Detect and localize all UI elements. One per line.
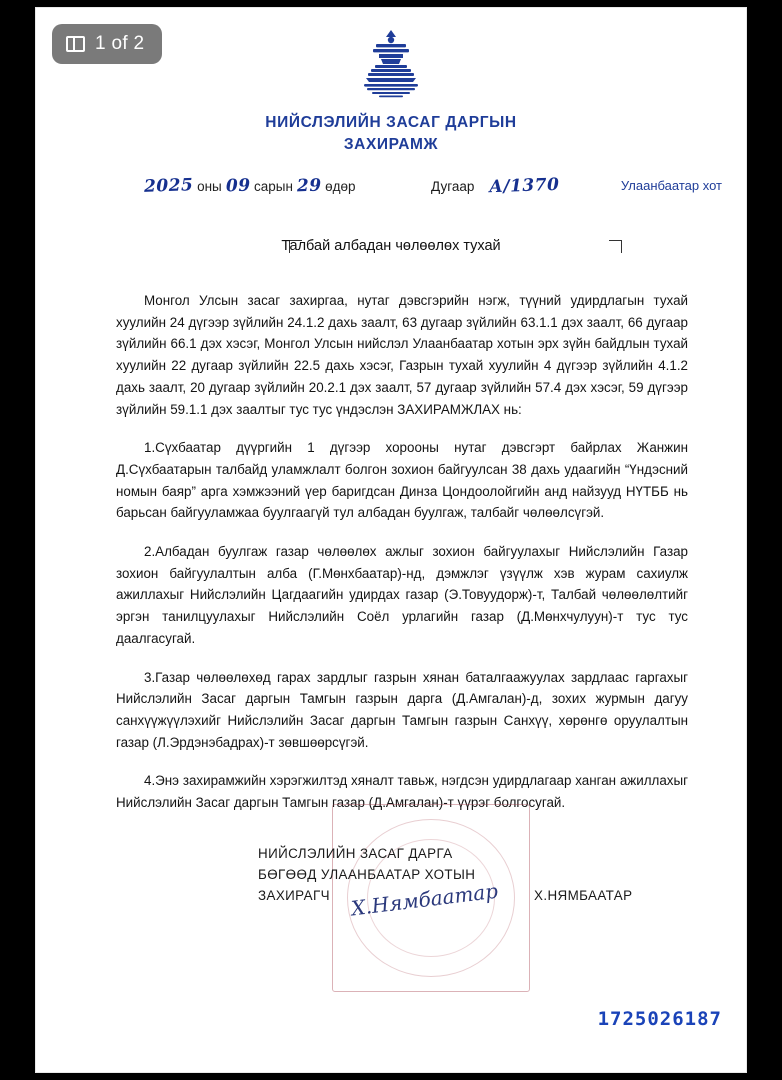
date-month-label: сарын [253,179,293,194]
decree-document [36,8,746,1072]
title-line-2: ЗАХИРАМЖ [343,136,439,154]
document-date [144,176,356,196]
document-city: Улаанбаатар хот [620,178,722,193]
page-indicator[interactable] [52,24,162,64]
paragraph-4: 4.Энэ захирамжийн хэрэгжилтэд хяналт тавьж, нэгдсэн удирдлагаар ханган ажиллахыг Нийслэлийн Засаг даргын Тамгын газар (Д.Амгалан)-т үүрэг болгосугай. [116,773,688,811]
date-year-value: 2025 [143,175,194,197]
number-label: Дугаар [431,179,475,194]
handwritten-signature: Х.Нямбаатар [349,878,500,921]
date-day-label: өдөр [325,179,356,194]
paragraph-3: 3.Газар чөлөөлөхөд гарах зардлыг газрын хянан баталгаажуулах зардлаас гаргахыг Нийслэлийн Засаг даргын Тамгын газрын дарга (Д.Амгалан)-д, зохих журмын дагуу санхүүжүүлэхийг Нийслэлийн Засаг даргын Тамгын газрын Санхүү, хөрөнгө оруулалтын газар (Л.Эрдэнэбадрах)-т зөвшөөрсүгэй. [116,669,688,750]
document-page [36,8,746,1072]
signature-title-line-3: ЗАХИРАГЧ [258,887,330,903]
document-footer-number: 1725026187 [597,1008,722,1030]
paragraph-1: 1.Сүхбаатар дүүргийн 1 дүгээр хорооны нутаг дэвсгэрт байрлах Жанжин Д.Сүхбаатарын талбайд уламжлалт болгон зохион байгуулсан 38 дахь удаагийн “Үндэсний номын баяр” арга хэмжээний үер баригдсан Динза Цондоолойгийн анд найзууд НҮТББ нь барьсан байгууламжаа буулгаагүй тул албадан буулгаж, талбайг чөлөөлсүгэй. [116,440,688,521]
paragraph-0: Монгол Улсын засаг захиргаа, нутаг дэвсгэрийн нэгж, түүний удирдлагын тухай хуулийн 24 дүгээр зүйлийн 24.1.2 дахь заалт, 63 дугаар зүйлийн 63.1.1 дэх заалт, 66 дугаар зүйлийн 66.1 дэх хэсэг, Монгол Улсын нийслэл Улаанбаатар хотын эрх зүйн байдлын тухай хуулийн 22 дугаар зүйлийн 22.5 дахь хэсэг, Газрын тухай хуулийн 4 дүгээр зүйлийн 4.1.2 дахь заалт, 20 дугаар зүйлийн 20.2.1 дэх заалт, 57 дугаар зүйлийн 57.4 дэх хэсэг, 59 дүгээр зүйлийн 59.1.1 дэх заалтыг тус тус үндэслэн ЗАХИРАМЖЛАХ нь: [116,293,688,417]
page-indicator-label: 1 of 2 [95,33,145,54]
page-title [36,112,746,157]
document-body [116,290,688,831]
signature-title-line-1: НИЙСЛЭЛИЙН ЗАСАГ ДАРГА [258,846,453,861]
paragraph-2: 2.Албадан буулгаж газар чөлөөлөх ажлыг зохион байгуулахыг Нийслэлийн Газар зохион байгуулалтын алба (Г.Мөнхбаатар)-нд, дэмжлэг үзүүлж хэв журам сахиулж ажиллахыг Нийслэлийн Цагдаагийн удирдах газар (Э.Товуудорж)-т, Талбай чөлөөлөлтийг эргэн танилцуулахыг Нийслэлийн Соёл урлагийн газар (Д.Мөнхчулуун)-т тус тус даалгасугай. [116,544,688,646]
book-icon [66,36,85,52]
date-day-value: 29 [296,175,322,197]
document-number [431,176,560,196]
date-year-label: оны [197,179,222,194]
title-line-1: НИЙСЛЭЛИЙН ЗАСАГ ДАРГЫН [265,114,517,131]
number-value: А/1370 [489,174,561,198]
signer-name: Х.НЯМБААТАР [534,888,633,903]
signature-title-line-2: БӨГӨӨД УЛААНБААТАР ХОТЫН [258,866,476,882]
document-subject: Талбай албадан чөлөөлөх тухай [281,238,501,254]
date-month-value: 09 [225,175,251,197]
document-meta [36,176,746,202]
